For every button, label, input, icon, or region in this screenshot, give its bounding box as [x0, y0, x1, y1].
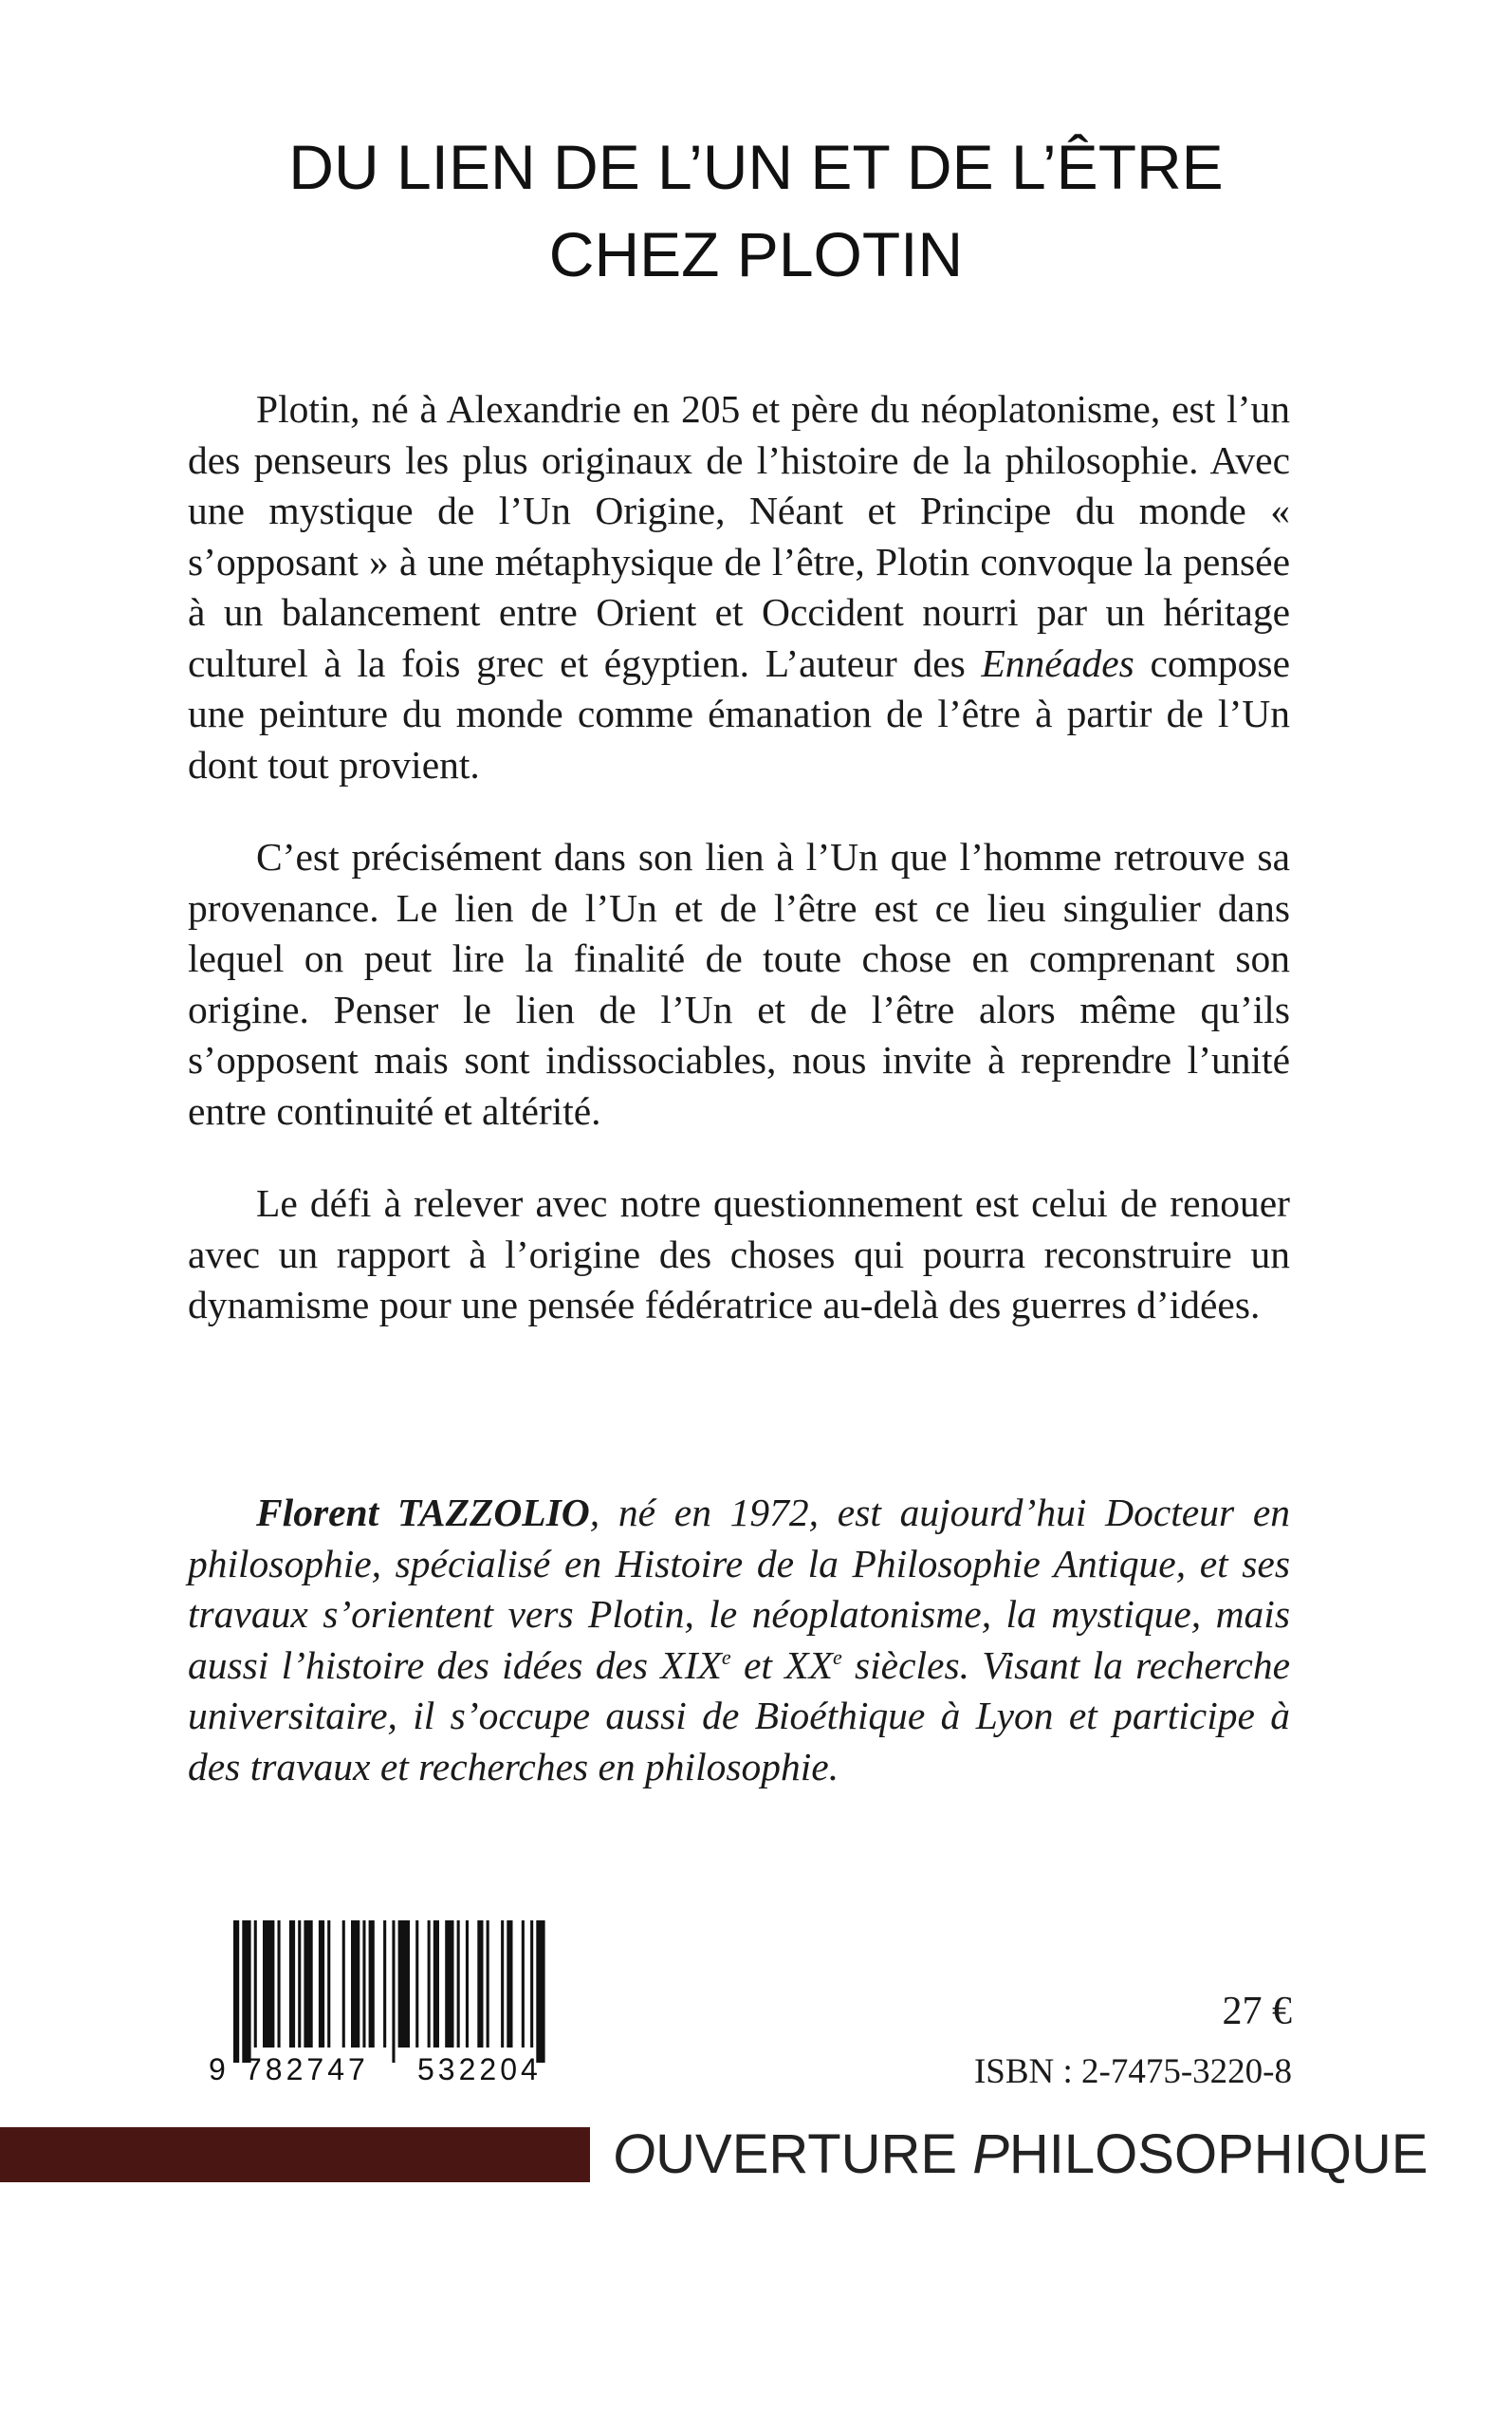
- barcode-bar: [428, 1920, 431, 2048]
- blurb-paragraph-2: C’est précisément dans son lien à l’Un que l’homme retrouve sa provenance. Le lien de l’Un et de l’être est ce lieu singulier dans lequel on peut lire la finalité de toute chose en comprenant son origine. Penser le lien de l’Un et de l’être alors même qu’ils s’opposent mais sont indissociables, nous invite à reprendre l’unité entre continuité et altérité.: [188, 835, 1290, 1133]
- barcode-bar: [298, 1920, 301, 2048]
- barcode-bar: [278, 1920, 281, 2048]
- blurb-paragraph-3: Le défi à relever avec notre questionnement est celui de renouer avec un rapport à l’origine des choses qui pourra reconstruire un dynamisme pour une pensée fédératrice au-delà des guerres d’idées.: [188, 1181, 1290, 1326]
- barcode-bar: [304, 1920, 312, 2048]
- barcode-bar: [457, 1920, 460, 2048]
- barcode-bar: [477, 1920, 483, 2048]
- barcode-bar: [392, 1920, 395, 2063]
- barcode-bar: [254, 1920, 257, 2048]
- barcode-bar: [369, 1920, 375, 2048]
- title-line-2: CHEZ PLOTIN: [548, 219, 964, 289]
- series-color-band: [0, 2127, 590, 2182]
- isbn-number: ISBN : 2-7475-3220-8: [973, 2052, 1292, 2091]
- blurb-p1-text-b: compose une peinture du monde comme émanation de l’être à partir de l’Un dont tout provient.: [188, 640, 1290, 787]
- barcode-bar: [242, 1920, 250, 2063]
- author-bio: [188, 1488, 1290, 1792]
- blurb-paragraph-1: [188, 384, 1290, 790]
- barcode-bar: [319, 1920, 324, 2048]
- barcode-bar: [351, 1920, 360, 2048]
- blurb: [188, 384, 1290, 1373]
- barcode-bar: [487, 1920, 489, 2048]
- barcode-bar: [362, 1920, 365, 2048]
- barcode-bar: [536, 1920, 544, 2063]
- price: 27 €: [1222, 1990, 1292, 2033]
- barcode-bar: [398, 1920, 410, 2048]
- series-word-1: UVERTURE: [655, 2123, 973, 2185]
- series-name: [613, 2122, 1428, 2188]
- isbn-barcode: [207, 1917, 615, 2085]
- barcode-bar: [342, 1920, 345, 2048]
- barcode-bar: [530, 1920, 533, 2048]
- superscript-e-2: e: [832, 1644, 842, 1669]
- series-initial-o: O: [613, 2123, 656, 2185]
- barcode-bar: [445, 1920, 453, 2048]
- author-bio-b: et XX: [730, 1642, 833, 1687]
- barcode-bar: [522, 1920, 525, 2048]
- barcode-bar: [233, 1920, 239, 2063]
- barcode-digits-group-2: 532204: [417, 2052, 542, 2085]
- barcode-bar: [501, 1920, 504, 2048]
- barcode-bar: [507, 1920, 512, 2048]
- barcode-bar: [383, 1920, 386, 2048]
- author-name: Florent TAZZOLIO: [256, 1491, 590, 1534]
- superscript-e-1: e: [721, 1644, 731, 1669]
- series-initial-p: P: [972, 2123, 1009, 2185]
- series-word-2: HILOSOPHIQUE: [1008, 2123, 1429, 2185]
- enneades-title: Ennéades: [981, 640, 1134, 685]
- book-title: [0, 123, 1512, 298]
- barcode-bar: [433, 1920, 439, 2048]
- author-bio-a: , né en 1972, est aujourd’hui Docteur en philosophie, spécialisé en Histoire de la Philosophie Antique, et ses travaux s’orientent vers Plotin, le néoplatonisme, la mystique, mais aussi l’histoire des idées des XIX: [188, 1491, 1290, 1687]
- barcode-bar: [289, 1920, 295, 2048]
- barcode-bar: [466, 1920, 469, 2048]
- barcode-bar: [263, 1920, 274, 2048]
- barcode-bar: [327, 1920, 330, 2048]
- barcode-digits-group-1: 782747: [245, 2052, 369, 2085]
- barcode-bar: [415, 1920, 418, 2048]
- barcode-digit-first: 9: [209, 2052, 226, 2085]
- title-line-1: DU LIEN DE L’UN ET DE L’ÊTRE: [288, 132, 1224, 202]
- author-bio-c: siècles. Visant la recherche universitaire, il s’occupe aussi de Bioéthique à Lyon et participe à des travaux et recherches en philosophie.: [188, 1642, 1290, 1788]
- blurb-p1-text-a: Plotin, né à Alexandrie en 205 et père du néoplatonisme, est l’un des penseurs les plus originaux de l’histoire de la philosophie. Avec une mystique de l’Un Origine, Néant et Principe du monde « s’opposant » à une métaphysique de l’être, Plotin convoque la pensée à un balancement entre Orient et Occident nourri par un héritage culturel à la fois grec et égyptien. L’auteur des: [188, 387, 1290, 685]
